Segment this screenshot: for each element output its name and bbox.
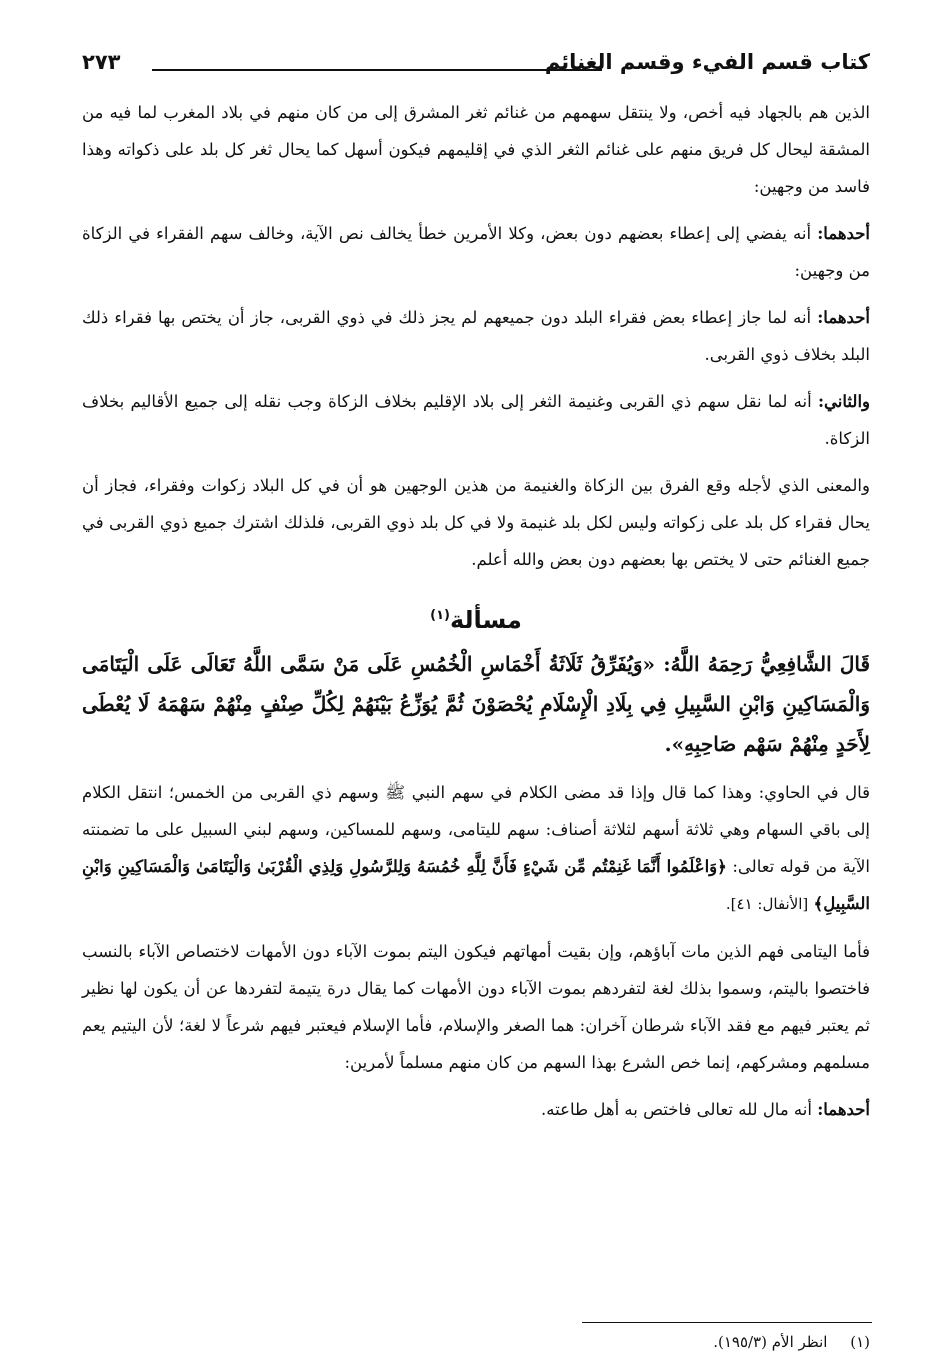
page-number: ٢٧٣ — [82, 50, 121, 74]
paragraph-2 — [82, 215, 870, 289]
paragraph-4-lead: والثاني: — [817, 392, 870, 411]
paragraph-8-lead: أحدهما: — [817, 1100, 870, 1119]
paragraph-3 — [82, 299, 870, 373]
footnote-reference-mark: (١) — [430, 608, 450, 623]
section-heading-text: مسألة — [449, 606, 522, 634]
page-body — [82, 94, 870, 1138]
paragraph-8 — [82, 1091, 870, 1128]
footnote — [713, 1330, 870, 1354]
running-title: كتاب قسم الفيء وقسم الغنائم — [544, 50, 870, 74]
paragraph-8-text: أنه مال لله تعالى فاختص به أهل طاعته. — [541, 1100, 812, 1119]
section-heading — [82, 596, 870, 640]
verse-citation: [الأنفال: ٤١]. — [725, 895, 809, 913]
quran-verse: ﴿وَاعْلَمُوا أَنَّمَا غَنِمْتُم مِّن شَيْءٍ فَأَنَّ لِلَّهِ خُمُسَهُ وَلِلرَّسُولِ وَلِذِي الْقُرْبَىٰ وَالْيَتَامَىٰ وَالْمَسَاكِينِ وَابْنِ السَّبِيلِ﴾ — [82, 857, 870, 913]
paragraph-2-text: أنه يفضي إلى إعطاء بعضهم دون بعض، وكلا الأمرين خطأ يخالف نص الآية، وخالف سهم الفقراء في الزكاة من وجهين: — [82, 224, 870, 280]
header-rule — [152, 69, 602, 71]
footnote-number: (١) — [850, 1333, 870, 1351]
paragraph-7: فأما اليتامى فهم الذين مات آباؤهم، وإن بقيت أمهاتهم فيكون اليتم بموت الآباء دون الأمهات لاختصاص الآباء بالنسب فاختصوا باليتم، وسموا بذلك لغة لتفردهم بموت الآباء دون الأمهات كما يقال درة يتيمة لتفردها عن أن يكون لها نظير ثم يعتبر فيهم مع فقد الآباء شرطان آخران: هما الصغر والإسلام، فأما الإسلام فيعتبر فيهم شرعاً لا لغة؛ لأن اليتيم يعم مسلمهم ومشركهم، إنما خص الشرع بهذا السهم من كان منهم مسلماً لأمرين: — [82, 942, 870, 1072]
paragraph-3-text: أنه لما جاز إعطاء بعض فقراء البلد دون جميعهم لم يجز ذلك في ذوي القربى، جاز أن يختص بها فقراء ذلك البلد بخلاف ذوي القربى. — [82, 308, 870, 364]
paragraph-3-lead: أحدهما: — [817, 308, 871, 327]
page-header — [82, 50, 870, 90]
footnote-text: انظر الأم (١٩٥/٣). — [713, 1333, 828, 1351]
footnote-rule — [582, 1322, 872, 1323]
paragraph-4-text: أنه لما نقل سهم ذي القربى وغنيمة الثغر إلى بلاد الإقليم بخلاف الزكاة وجب نقله إلى جميع الأقاليم بخلاف الزكاة. — [82, 392, 870, 448]
paragraph-4 — [82, 383, 870, 457]
paragraph-1: الذين هم بالجهاد فيه أخص، ولا ينتقل سهمهم من غنائم ثغر المشرق إلى من كان منهم في بلاد المغرب لما فيه من المشقة ليحال كل فريق منهم على غنائم الثغر الذي في إقليمهم فيكون أسهل كما يحال ثغر كل بلد على ذكواته وهذا فاسد من وجهين: — [82, 103, 870, 196]
paragraph-6 — [82, 774, 870, 923]
paragraph-6-text: قال في الحاوي: وهذا كما قال وإذا قد مضى الكلام في سهم النبي ﷺ وسهم ذي القربى من الخمس؛ انتقل الكلام إلى باقي السهام وهي ثلاثة أسهم لثلاثة أصناف: سهم لليتامى، وسهم للمساكين، وسهم لبني السبيل على ما تضمنته الآية من قوله تعالى: — [82, 783, 870, 876]
paragraph-2-lead: أحدهما: — [817, 224, 871, 243]
shafii-quote: قَالَ الشَّافِعِيُّ رَحِمَهُ اللَّهُ: «وَيُفَرِّقُ ثَلَاثَةُ أَخْمَاسِ الْخُمُسِ عَلَى مَنْ سَمَّى اللَّهُ تَعَالَى عَلَى الْيَتَامَى وَالْمَسَاكِينِ وَابْنِ السَّبِيلِ فِي بِلَادِ الْإِسْلَامِ يُحْصَوْنَ ثُمَّ يُوَزِّعُ بَيْنَهُمْ لِكُلِّ صِنْفٍ مِنْهُمْ سَهْمَهُ لَا يُعْطَى لِأَحَدٍ مِنْهُمْ سَهْم صَاحِبِهِ». — [82, 652, 870, 756]
paragraph-5: والمعنى الذي لأجله وقع الفرق بين الزكاة والغنيمة من هذين الوجهين هو أن في كل البلاد زكوات وفقراء، فجاز أن يحال فقراء كل بلد على زكواته وليس لكل بلد غنيمة ولا في كل بلد ذوي القربى، فلذلك اشترك جميع ذوي القربى في جميع الغنائم حتى لا يختص بها بعضهم دون بعض والله أعلم. — [82, 476, 870, 569]
